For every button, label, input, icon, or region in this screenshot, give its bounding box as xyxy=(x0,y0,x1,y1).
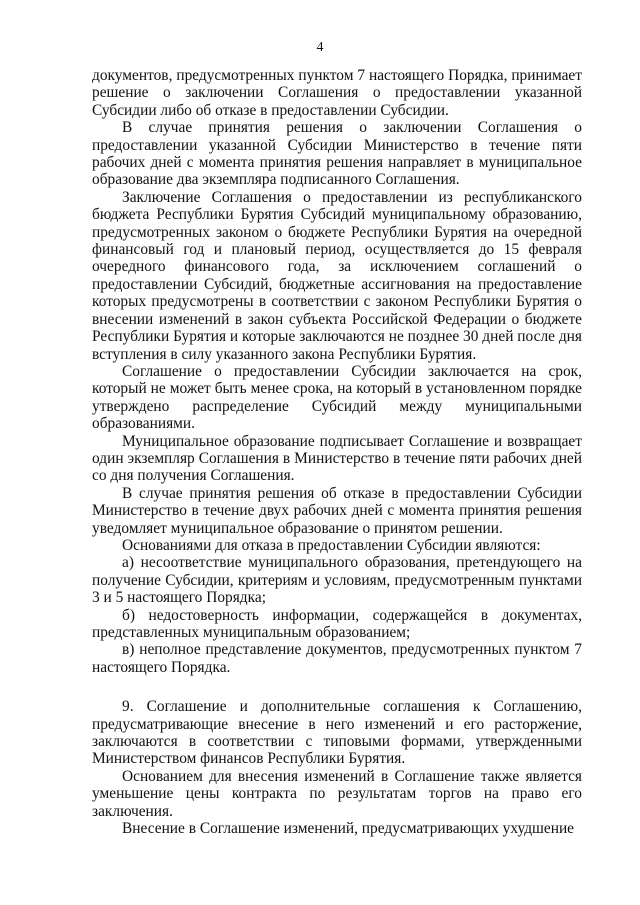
page-number: 4 xyxy=(316,40,324,55)
paragraph-agreement-term: Соглашение о предоставлении Субсидии заключается на срок, который не может быть менее срока, на который в установленном порядке утверждено распределение Субсидий между муниципальными образованиями. xyxy=(92,362,582,433)
paragraph-agreement-deadline: Заключение Соглашения о предоставлении из республиканского бюджета Республики Бурятия Субсидий муниципальному образованию, предусмотренных законом о бюджете Республики Бурятия на очередной финансовый год и плановый период, осуществляется до 15 февраля очередного финансового года, за исключением соглашений о предоставлении Субсидий, бюджетные ассигнования на предоставление которых предусмотрены в соответствии с законом Республики Бурятия о внесении изменений в закон субъекта Российской Федерации о бюджете Республики Бурятия и которые заключаются не позднее 30 дней после дня вступления в силу указанного закона Республики Бурятия. xyxy=(92,188,582,363)
paragraph-section-9: 9. Соглашение и дополнительные соглашения к Соглашению, предусматривающие внесение в него изменений и его расторжение, заключаются в соответствии с типовыми формами, утвержденными Министерством финансов Республики Бурятия. xyxy=(92,698,582,768)
paragraph-amendment-basis: Основанием для внесения изменений в Соглашение также является уменьшение цены контракта по результатам торгов на право его заключения. xyxy=(92,767,582,820)
paragraph-refusal-grounds: Основаниями для отказа в предоставлении Субсидии являются: xyxy=(122,536,541,554)
paragraph-amendment-worsening: Внесение в Соглашение изменений, предусматривающих ухудшение xyxy=(122,820,575,838)
paragraph-agreement-decision: В случае принятия решения о заключении Соглашения о предоставлении указанной Субсидии Министерство в течение пяти рабочих дней с момента принятия решения направляет в муниципальное образование два экземпляра подписанного Соглашения. xyxy=(92,119,582,189)
section-gap xyxy=(92,676,582,698)
paragraph-signing: Муниципальное образование подписывает Соглашение и возвращает один экземпляр Соглашения в Министерство в течение пяти рабочих дней со дня получения Соглашения. xyxy=(92,432,582,485)
list-item-ground-c: в) неполное представление документов, предусмотренных пунктом 7 настоящего Порядка. xyxy=(92,641,582,676)
list-item-ground-a: а) несоответствие муниципального образования, претендующего на получение Субсидии, критериям и условиям, предусмотренным пунктами 3 и 5 настоящего Порядка; xyxy=(92,554,582,607)
document-body xyxy=(92,67,582,837)
list-item-ground-b: б) недостоверность информации, содержащейся в документах, представленных муниципальным образованием; xyxy=(92,606,582,641)
paragraph-continuation: документов, предусмотренных пунктом 7 настоящего Порядка, принимает решение о заключении Соглашения о предоставлении указанной Субсидии либо об отказе в предоставлении Субсидии. xyxy=(92,67,582,119)
paragraph-refusal-notice: В случае принятия решения об отказе в предоставлении Субсидии Министерство в течение двух рабочих дней с момента принятия решения уведомляет муниципальное образование о принятом решении. xyxy=(92,484,582,537)
